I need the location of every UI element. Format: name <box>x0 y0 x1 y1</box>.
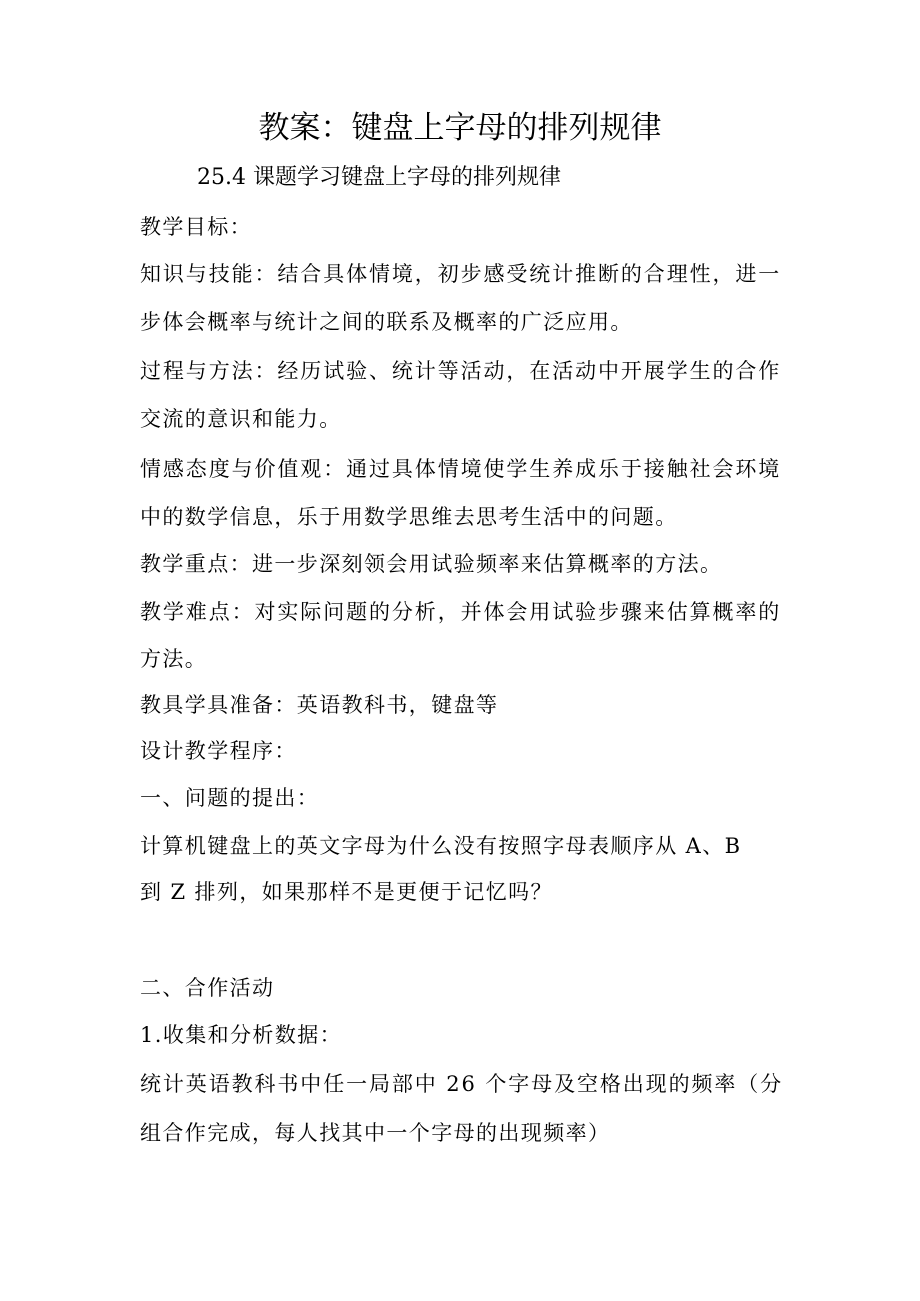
text-line: 知识与技能：结合具体情境，初步感受统计推断的合理性，进一 <box>140 262 782 286</box>
text-line: 二、合作活动 <box>140 976 275 1000</box>
text-line: 教具学具准备：英语教科书，键盘等 <box>140 693 499 717</box>
document-title: 教案：键盘上字母的排列规律 <box>258 110 662 146</box>
document-subtitle: 25.4 课题学习键盘上字母的排列规律 <box>197 165 561 190</box>
text-line: 教学难点：对实际问题的分析，并体会用试验步骤来估算概率的 <box>140 600 782 624</box>
text-line: 教学重点：进一步深刻领会用试验频率来估算概率的方法。 <box>140 552 723 576</box>
text-line: 中的数学信息，乐于用数学思维去思考生活中的问题。 <box>140 505 678 529</box>
text-line: 过程与方法：经历试验、统计等活动，在活动中开展学生的合作 <box>140 359 782 383</box>
text-line: 到 Z 排列，如果那样不是更便于记忆吗？ <box>140 880 553 904</box>
text-line: 一、问题的提出： <box>140 786 320 810</box>
text-line: 方法。 <box>140 647 208 671</box>
text-line: 情感态度与价值观：通过具体情境使学生养成乐于接触社会环境 <box>140 457 782 481</box>
text-line: 统计英语教科书中任一局部中 26 个字母及空格出现的频率（分 <box>140 1072 784 1096</box>
text-line: 教学目标： <box>140 215 252 239</box>
text-line: 交流的意识和能力。 <box>140 407 342 431</box>
text-line: 设计教学程序： <box>140 739 297 763</box>
text-line: 组合作完成，每人找其中一个字母的出现频率） <box>140 1121 611 1145</box>
text-line: 1.收集和分析数据： <box>140 1023 343 1047</box>
text-line: 步体会概率与统计之间的联系及概率的广泛应用。 <box>140 310 633 334</box>
text-line: 计算机键盘上的英文字母为什么没有按照字母表顺序从 A、B <box>140 834 742 858</box>
